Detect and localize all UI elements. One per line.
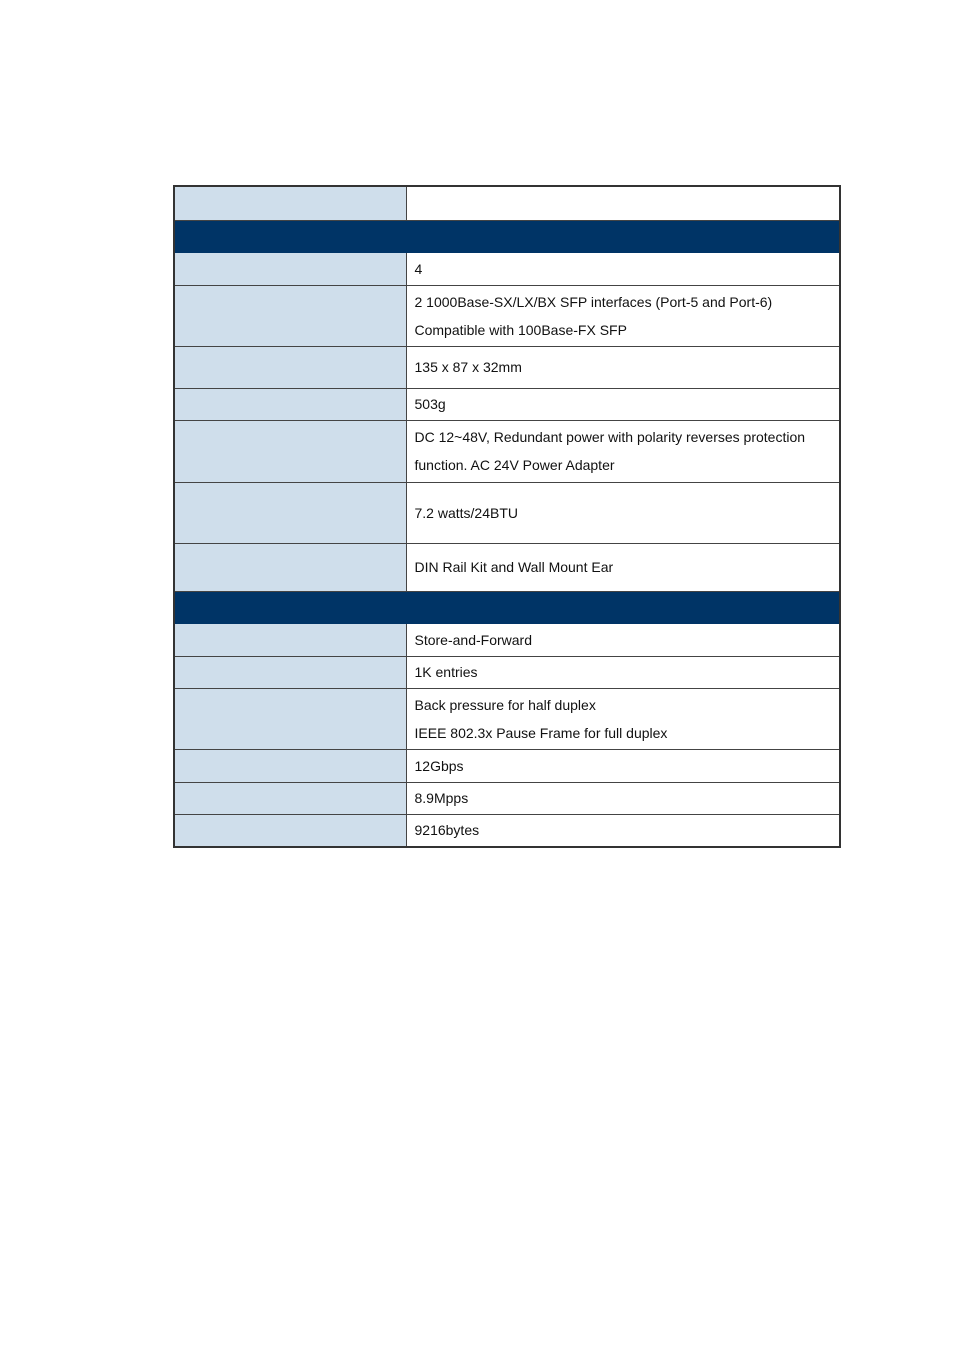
spec-label-cell bbox=[174, 543, 406, 591]
spec-value-line: DIN Rail Kit and Wall Mount Ear bbox=[414, 559, 614, 575]
spec-label-cell bbox=[174, 186, 406, 220]
spec-value-cell bbox=[406, 420, 840, 482]
spec-value-line: 7.2 watts/24BTU bbox=[414, 504, 518, 521]
spec-label-cell bbox=[174, 688, 406, 749]
spec-row bbox=[174, 388, 840, 420]
spec-row bbox=[174, 420, 840, 482]
spec-value-line: Compatible with 100Base-FX SFP bbox=[414, 321, 627, 338]
spec-value-cell bbox=[406, 388, 840, 420]
spec-value-line: 135 x 87 x 32mm bbox=[414, 359, 522, 375]
spec-row bbox=[174, 749, 840, 782]
spec-row bbox=[174, 688, 840, 749]
spec-label-cell bbox=[174, 346, 406, 388]
spec-label-cell bbox=[174, 482, 406, 543]
spec-value-cell bbox=[406, 782, 840, 814]
spec-label-cell bbox=[174, 749, 406, 782]
spec-value-line: Store-and-Forward bbox=[414, 631, 532, 648]
spec-value-cell bbox=[406, 688, 840, 749]
spec-label-cell bbox=[174, 252, 406, 285]
spec-row bbox=[174, 482, 840, 543]
section-header-cell bbox=[174, 591, 840, 623]
spec-value-cell bbox=[406, 749, 840, 782]
spec-value-line: 12Gbps bbox=[414, 757, 464, 774]
spec-value-line: 503g bbox=[414, 396, 446, 412]
section-header-cell bbox=[174, 220, 840, 252]
spec-value-line: 4 bbox=[414, 260, 423, 277]
spec-row bbox=[174, 656, 840, 688]
spec-value-cell bbox=[406, 814, 840, 847]
spec-label-cell bbox=[174, 388, 406, 420]
spec-value-line: 2 1000Base-SX/LX/BX SFP interfaces (Port-5 and Port-6) bbox=[414, 293, 773, 310]
spec-value-cell bbox=[406, 252, 840, 285]
spec-value-line: 1K entries bbox=[414, 664, 478, 680]
spec-value-cell bbox=[406, 186, 840, 220]
spec-label-cell bbox=[174, 814, 406, 847]
spec-label-cell bbox=[174, 782, 406, 814]
section-header-row bbox=[174, 220, 840, 252]
spec-value-line: DC 12~48V, Redundant power with polarity reverses protection bbox=[414, 429, 806, 445]
spec-row bbox=[174, 782, 840, 814]
spec-label-cell bbox=[174, 420, 406, 482]
spec-value-line: 9216bytes bbox=[414, 822, 480, 839]
spec-value-cell bbox=[406, 482, 840, 543]
spec-value-line: 8.9Mpps bbox=[414, 790, 469, 806]
spec-row bbox=[174, 285, 840, 346]
spec-row bbox=[174, 346, 840, 388]
spec-row bbox=[174, 186, 840, 220]
spec-row bbox=[174, 543, 840, 591]
specifications-table-body bbox=[174, 186, 840, 847]
spec-row bbox=[174, 252, 840, 285]
spec-value-cell bbox=[406, 656, 840, 688]
spec-label-cell bbox=[174, 623, 406, 656]
spec-value-line: function. AC 24V Power Adapter bbox=[414, 457, 615, 473]
spec-value-line: IEEE 802.3x Pause Frame for full duplex bbox=[414, 724, 668, 741]
spec-value-cell bbox=[406, 285, 840, 346]
spec-label-cell bbox=[174, 285, 406, 346]
specifications-table bbox=[173, 185, 841, 848]
spec-label-cell bbox=[174, 656, 406, 688]
spec-row bbox=[174, 814, 840, 847]
spec-row bbox=[174, 623, 840, 656]
spec-value-cell bbox=[406, 543, 840, 591]
section-header-row bbox=[174, 591, 840, 623]
spec-value-line: Back pressure for half duplex bbox=[414, 696, 596, 713]
spec-value-cell bbox=[406, 623, 840, 656]
spec-value-cell bbox=[406, 346, 840, 388]
